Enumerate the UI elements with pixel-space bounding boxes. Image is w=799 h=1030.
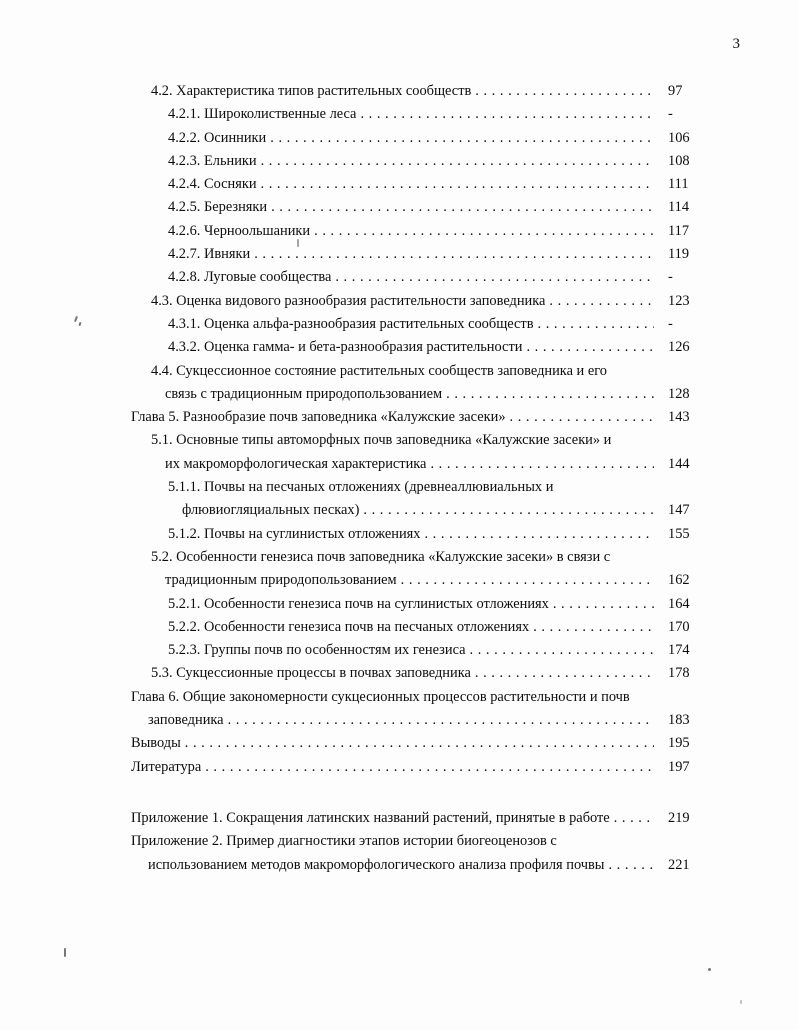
toc-entry-label: их макроморфологическая характеристика: [165, 456, 427, 472]
dot-leader: [185, 736, 654, 750]
toc-entry-page-number: 178: [668, 665, 690, 682]
toc-entry-page-number: 162: [668, 572, 690, 589]
dot-leader: [430, 457, 654, 471]
toc-entry-label: Глава 5. Разнообразие почв заповедника «Калужские засеки»: [131, 410, 506, 425]
scan-artifact: [74, 316, 78, 322]
dot-leader: [314, 224, 654, 238]
scan-artifact: [64, 948, 66, 957]
dot-leader: [553, 597, 654, 611]
toc-entry-label: 5.1.1. Почвы на песчаных отложениях (древнеаллювиальных и: [168, 480, 554, 495]
dot-leader: [475, 84, 654, 98]
toc-entry-label: флювиогляциальных песках): [182, 503, 360, 518]
toc-entry-page-number: 128: [668, 385, 690, 402]
appendix-separator: [131, 783, 702, 811]
toc-entry: [131, 340, 702, 354]
dot-leader: [401, 573, 654, 587]
toc-entry-page-number: -: [668, 315, 673, 332]
toc-entry-label: Выводы: [131, 736, 181, 751]
toc-entry-label: 4.2.4. Сосняки: [168, 177, 257, 192]
toc-entry-label: 4.4. Сукцессионное состояние растительных сообществ заповедника и его: [151, 363, 607, 378]
toc-entry: [131, 666, 702, 680]
toc-entry-label: 4.2.5. Березняки: [168, 200, 268, 215]
toc-entry-page-number: 144: [668, 455, 690, 472]
toc-entry-label: 4.2.6. Черноольшаники: [168, 223, 311, 239]
toc-entry: [131, 270, 702, 284]
toc-entry: [131, 527, 702, 541]
dot-leader: [335, 270, 654, 284]
dot-leader: [363, 503, 654, 517]
toc-entry-label: заповедника: [148, 713, 224, 728]
toc-entry: [131, 620, 702, 634]
toc-entry-label: 4.2.1. Широколиственные леса: [168, 107, 357, 122]
dot-leader: [549, 294, 654, 308]
toc-entry: [131, 247, 702, 261]
appendix-entry-label: Приложение 2. Пример диагностики этапов истории биогеоценозов с: [131, 834, 557, 849]
dot-leader: [614, 811, 654, 825]
toc-entry: [131, 107, 702, 121]
toc-entry-label: 5.2.2. Особенности генезиса почв на песчаных отложениях: [168, 619, 530, 635]
toc-entry-label: 4.2.7. Ивняки: [168, 247, 251, 262]
toc-entry-page-number: 143: [668, 409, 690, 426]
toc-entry: [131, 760, 702, 774]
dot-leader: [424, 527, 654, 541]
toc-entry-label: 4.2.8. Луговые сообщества: [168, 270, 332, 285]
appendix-entry-page-number: 221: [668, 856, 690, 873]
appendix-entry: [131, 811, 702, 825]
toc-entry: [131, 131, 702, 145]
toc-entry-page-number: 108: [668, 152, 690, 169]
toc-entry-page-number: -: [668, 106, 673, 123]
toc-entry-label: 5.3. Сукцессионные процессы в почвах заповедника: [151, 666, 471, 681]
dot-leader: [270, 131, 654, 145]
toc-entry-page-number: 174: [668, 642, 690, 659]
toc-entry-label: 4.3.2. Оценка гамма- и бета-разнообразия растительности: [168, 340, 523, 355]
appendix-entry-label: использованием методов макроморфологического анализа профиля почвы: [148, 857, 605, 872]
dot-leader: [608, 858, 654, 872]
appendix-entry-label: Приложение 1. Сокращения латинских названий растений, принятые в работе: [131, 810, 610, 826]
toc-entry-page-number: 195: [668, 735, 690, 752]
toc-entry: [131, 457, 702, 471]
toc-entry: [131, 433, 702, 447]
toc-entry: [131, 503, 702, 517]
toc-entry-label: 5.2.3. Группы почв по особенностям их генезиса: [168, 643, 466, 658]
dot-leader: [205, 760, 654, 774]
toc-entry-page-number: 164: [668, 595, 690, 612]
toc-entry: [131, 573, 702, 587]
appendix-entry: [131, 858, 702, 872]
toc-entry-label: 4.2.2. Осинники: [168, 130, 267, 145]
toc-entry-page-number: 155: [668, 525, 690, 542]
dot-leader: [271, 201, 654, 215]
toc-entry: [131, 410, 702, 424]
scan-artifact: [78, 322, 81, 326]
appendix-entry-list: [131, 811, 702, 872]
toc-entry-page-number: 114: [668, 199, 690, 216]
toc-entry-label: связь с традиционным природопользованием: [165, 386, 443, 402]
toc-entry-page-number: 123: [668, 292, 690, 309]
dot-leader: [533, 620, 654, 634]
toc-entry: [131, 690, 702, 704]
toc-entry: [131, 154, 702, 168]
toc-entry-label: 4.2. Характеристика типов растительных сообществ: [151, 84, 472, 99]
toc-entry: [131, 713, 702, 727]
toc-entry-label: 4.3. Оценка видового разнообразия растительности заповедника: [151, 293, 546, 309]
toc-entry-page-number: -: [668, 269, 673, 286]
toc-entry: [131, 224, 702, 238]
toc-entry-page-number: 126: [668, 339, 690, 356]
toc-entry: [131, 294, 702, 308]
toc-entry-label: 5.2. Особенности генезиса почв заповедника «Калужские засеки» в связи с: [151, 549, 611, 565]
toc-entry-page-number: 197: [668, 758, 690, 775]
dot-leader: [446, 387, 654, 401]
toc-entry-page-number: 183: [668, 712, 690, 729]
toc-entry-label: 5.1. Основные типы автоморфных почв заповедника «Калужские засеки» и: [151, 433, 612, 448]
scan-artifact: [708, 968, 711, 971]
toc-entry: [131, 480, 702, 494]
toc-entry-label: Литература: [131, 759, 202, 775]
toc-entry: [131, 387, 702, 401]
toc-entry-label: 5.2.1. Особенности генезиса почв на суглинистых отложениях: [168, 596, 549, 611]
toc-entry: [131, 317, 702, 331]
toc-entry-label: традиционным природопользованием: [165, 573, 397, 588]
toc-entry-list: [131, 84, 702, 774]
toc-entry-label: Глава 6. Общие закономерности сукцесионных процессов растительности и почв: [131, 689, 630, 705]
dot-leader: [538, 317, 655, 331]
dot-leader: [470, 643, 654, 657]
dot-leader: [360, 107, 654, 121]
toc-entry-page-number: 119: [668, 246, 690, 263]
dot-leader: [510, 410, 654, 424]
toc-entry: [131, 736, 702, 750]
dot-leader: [261, 177, 654, 191]
table-of-contents: [131, 84, 702, 881]
toc-entry: [131, 643, 702, 657]
toc-entry-page-number: 97: [668, 83, 683, 99]
page-folio: 3: [732, 36, 740, 52]
dot-leader: [475, 666, 654, 680]
appendix-entry: [131, 834, 702, 848]
toc-entry-page-number: 170: [668, 618, 690, 635]
toc-entry: [131, 364, 702, 378]
toc-entry: [131, 177, 702, 191]
toc-entry: [131, 84, 702, 98]
dot-leader: [261, 154, 654, 168]
toc-entry-page-number: 117: [668, 222, 690, 239]
toc-entry-page-number: 106: [668, 129, 690, 146]
appendix-entry-page-number: 219: [668, 809, 690, 826]
toc-entry: [131, 597, 702, 611]
toc-entry-page-number: 111: [668, 176, 689, 193]
scan-artifact: [740, 1000, 742, 1004]
dot-leader: [228, 713, 654, 727]
toc-entry-label: 5.1.2. Почвы на суглинистых отложениях: [168, 526, 421, 542]
toc-entry: [131, 550, 702, 564]
dot-leader: [254, 247, 654, 261]
toc-entry-page-number: 147: [668, 502, 690, 519]
toc-entry: [131, 200, 702, 214]
dot-leader: [526, 340, 654, 354]
toc-entry-label: 4.2.3. Ельники: [168, 153, 257, 169]
toc-entry-label: 4.3.1. Оценка альфа-разнообразия растительных сообществ: [168, 316, 534, 332]
